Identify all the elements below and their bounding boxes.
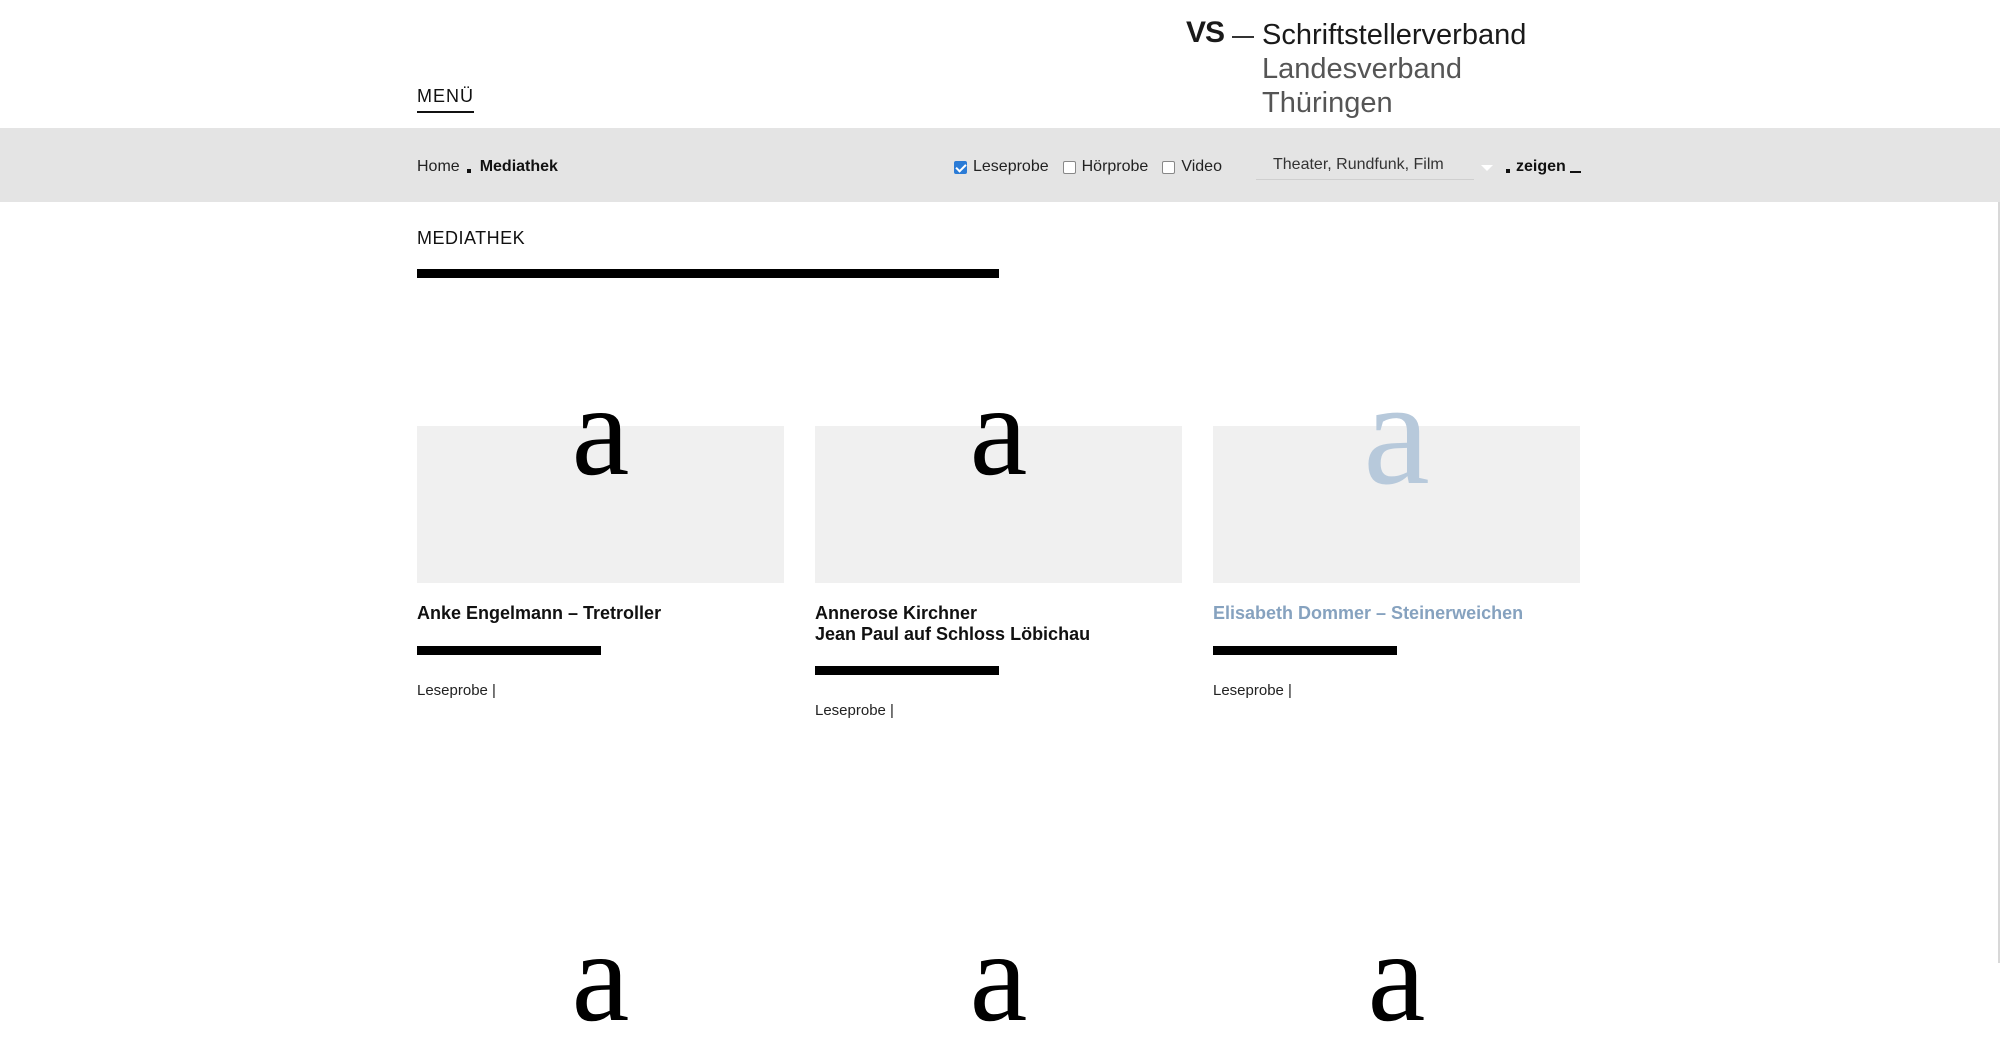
- site-logo[interactable]: [1186, 10, 1586, 119]
- breadcrumb-home-link[interactable]: Home: [417, 158, 460, 175]
- breadcrumb: [417, 158, 558, 176]
- logo-line-3: Thüringen: [1262, 87, 1393, 119]
- video-label: Video: [1181, 158, 1222, 175]
- logo-dash: [1232, 36, 1254, 38]
- letter-a-icon: a: [969, 359, 1028, 503]
- filter-bar: [0, 128, 2000, 202]
- card-thumbnail[interactable]: [815, 359, 1182, 566]
- letter-a-icon: a: [571, 359, 630, 503]
- card-title[interactable]: Elisabeth Dommer – Steinerweichen: [1213, 603, 1524, 623]
- video-checkbox[interactable]: [1162, 161, 1175, 174]
- media-type-filters: [954, 158, 1236, 176]
- show-button-label: zeigen: [1516, 158, 1566, 175]
- letter-a-icon[interactable]: a: [571, 905, 630, 1049]
- chevron-down-icon: [1481, 165, 1493, 171]
- card-thumbnail[interactable]: [417, 359, 784, 566]
- card-meta: Leseprobe |: [417, 682, 496, 699]
- hoerprobe-checkbox[interactable]: [1063, 161, 1076, 174]
- site-header: [0, 0, 2000, 128]
- logo-line-1: Schriftstellerverband: [1262, 19, 1527, 51]
- letter-a-icon[interactable]: a: [1367, 905, 1426, 1049]
- card-thumbnail[interactable]: [1213, 350, 1580, 566]
- leseprobe-checkbox[interactable]: [954, 161, 967, 174]
- title-underline: [417, 269, 999, 278]
- letter-a-icon[interactable]: a: [969, 905, 1028, 1049]
- letter-a-icon: a: [1363, 350, 1430, 516]
- leseprobe-label: Leseprobe: [973, 158, 1049, 175]
- card-meta: Leseprobe |: [1213, 682, 1292, 699]
- menu-button[interactable]: MENÜ: [417, 86, 474, 113]
- card-title[interactable]: Annerose Kirchner Jean Paul auf Schloss Löbichau: [815, 603, 1091, 644]
- filter-video[interactable]: [1162, 158, 1222, 176]
- logo-abbr: VS: [1186, 16, 1225, 49]
- breadcrumb-separator: [467, 169, 471, 173]
- genre-select[interactable]: Theater, Rundfunk, Film: [1256, 150, 1474, 180]
- card-divider: [815, 666, 999, 675]
- card-divider: [417, 646, 601, 655]
- page-title: MEDIATHEK: [417, 228, 526, 248]
- hoerprobe-label: Hörprobe: [1081, 158, 1149, 175]
- card-meta: Leseprobe |: [815, 702, 894, 719]
- filter-leseprobe[interactable]: [954, 158, 1049, 176]
- breadcrumb-current: Mediathek: [479, 158, 558, 175]
- filter-hoerprobe[interactable]: [1063, 158, 1149, 176]
- dot-icon: [1506, 169, 1510, 173]
- dash-icon: [1570, 171, 1581, 173]
- logo-line-2: Landesverband: [1262, 53, 1462, 85]
- show-button[interactable]: [1506, 158, 1581, 176]
- card-divider: [1213, 646, 1397, 655]
- card-title[interactable]: Anke Engelmann – Tretroller: [417, 603, 662, 623]
